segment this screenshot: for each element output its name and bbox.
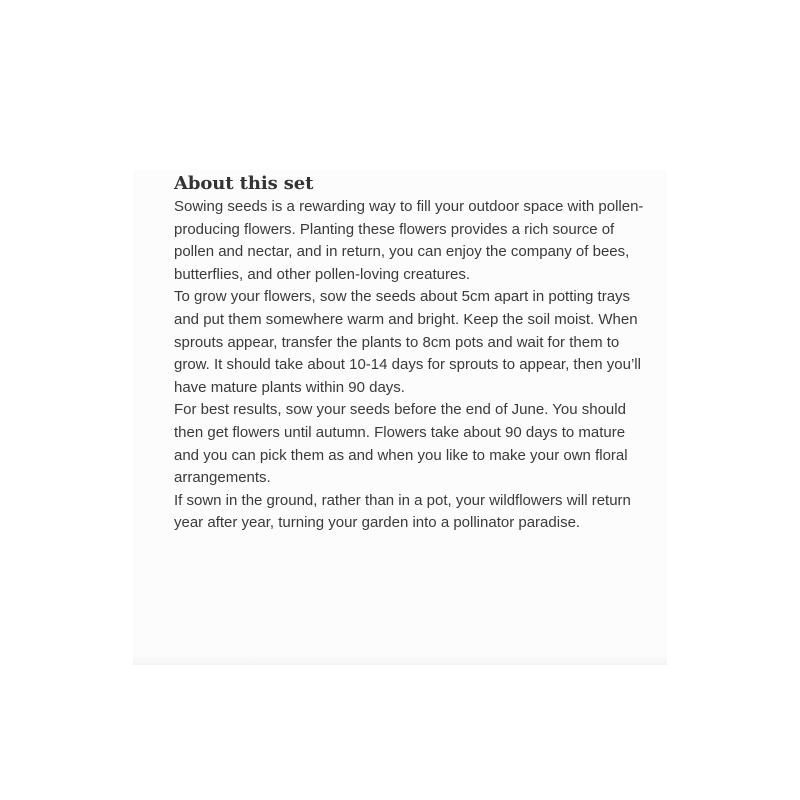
paragraph-intro: Sowing seeds is a rewarding way to fill your outdoor space with pollen-producing flowers. Planting these flowers provides a rich source of pollen and nectar, and in return, you can enjoy the company of bees, butterflies, and other pollen-loving creatures.: [174, 198, 644, 283]
paragraph-best-results: For best results, sow your seeds before the end of June. You should then get flowers until autumn. Flowers take about 90 days to mature and you can pick them as and when you like to make your own floral arrangements.: [174, 401, 628, 487]
about-set-content: [174, 172, 644, 535]
paragraph-growing-instructions: To grow your flowers, sow the seeds about 5cm apart in potting trays and put them somewhere warm and bright. Keep the soil moist. When sprouts appear, transfer the plants to 8cm pots and wait for them to grow. It should take about 10-14 days for sprouts to appear, then you’ll have mature plants within 90 days.: [174, 288, 641, 396]
about-set-panel: [133, 170, 667, 665]
section-title: About this set: [174, 173, 314, 194]
paragraph-perennial-note: If sown in the ground, rather than in a pot, your wildflowers will return year after year, turning your garden into a pollinator paradise.: [174, 491, 631, 532]
panel-divider: [133, 655, 667, 665]
